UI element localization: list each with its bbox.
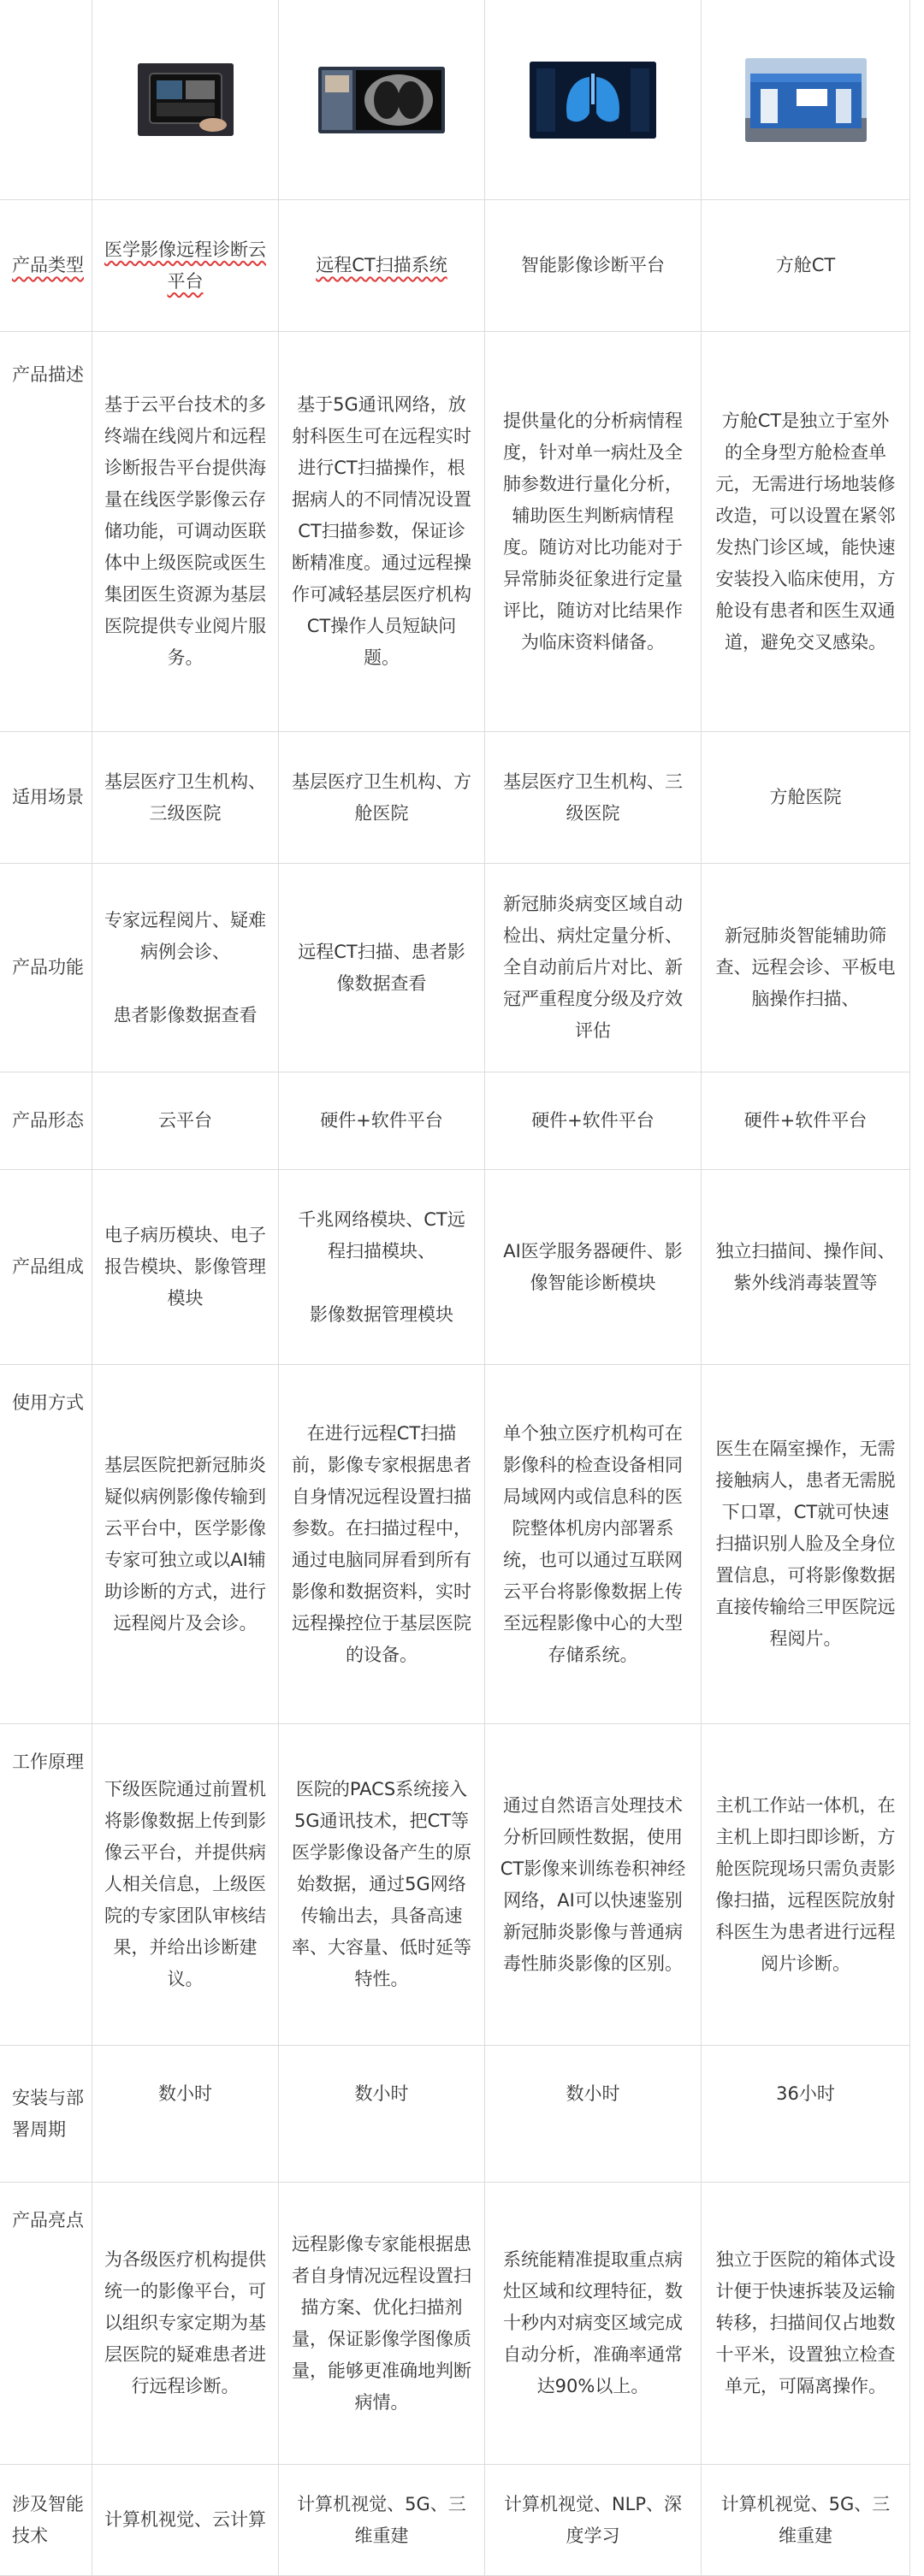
row-label-principle [0, 1724, 92, 2046]
cell-text: 云平台 [158, 1110, 212, 1131]
row-label-type [0, 200, 92, 332]
cell-text: 提供量化的分析病情程度，针对单一病灶及全肺参数进行量化分析，辅助医生判断病情程度。随访对比功能对于异常肺炎征象进行定量评比，随访对比结果作为临床资料储备。 [503, 410, 683, 653]
composition-cell-3 [485, 1170, 702, 1365]
row-label-scenario [0, 732, 92, 864]
highlights-cell-2 [279, 2183, 485, 2465]
header-image-cell-3 [485, 0, 702, 200]
type-cell-4 [702, 200, 910, 332]
tech-cell-4 [702, 2465, 910, 2576]
cell-text: 独立扫描间、操作间、紫外线消毒装置等 [715, 1240, 896, 1293]
row-label-text: 产品类型 [12, 255, 84, 275]
description-cell-4 [702, 332, 910, 732]
cell-text: 下级医院通过前置机将影像数据上传到影像云平台，并提供病人相关信息，上级医院的专家团队审核结果，并给出诊断建议。 [104, 1779, 266, 1989]
cell-text: 远程CT扫描系统 [316, 255, 447, 275]
lung-ai-platform-image [530, 62, 656, 139]
cell-text: 计算机视觉、NLP、深度学习 [503, 2493, 683, 2546]
header-image-cell-1 [92, 0, 279, 200]
scenario-cell-2 [279, 732, 485, 864]
cell-text: 硬件+软件平台 [743, 1110, 868, 1131]
cell-text: 基层医疗卫生机构、三级医院 [503, 771, 683, 824]
highlights-cell-3 [485, 2183, 702, 2465]
row-label-form [0, 1072, 92, 1170]
tablet-remote-diagnosis-image [138, 63, 234, 136]
mobile-ct-cabin-image [745, 58, 867, 142]
description-cell-1 [92, 332, 279, 732]
row-label-text: 产品描述 [12, 364, 84, 385]
row-label-text: 产品组成 [12, 1256, 84, 1277]
row-label-text: 使用方式 [12, 1392, 84, 1413]
tech-cell-1 [92, 2465, 279, 2576]
cell-text: 36小时 [776, 2083, 835, 2104]
cell-text: 基于5G通讯网络，放射科医生可在远程实时进行CT扫描操作，根据病人的不同情况设置CT扫描参数，保证诊断精准度。通过远程操作可减轻基层医疗机构CT操作人员短缺问题。 [292, 394, 471, 668]
cell-text: 计算机视觉、5G、三维重建 [297, 2493, 466, 2546]
cell-text: 医生在隔室操作，无需接触病人，患者无需脱下口罩，CT就可快速扫描识别人脸及全身位置信息，可将影像数据直接传输给三甲医院远程阅片。 [715, 1439, 896, 1649]
cell-text: 专家远程阅片、疑难病例会诊、 患者影像数据查看 [104, 909, 266, 1025]
cell-text: 计算机视觉、5G、三维重建 [720, 2493, 891, 2546]
cell-text: 数小时 [566, 2083, 620, 2104]
cell-text: 方舱医院 [769, 787, 842, 807]
principle-cell-3 [485, 1724, 702, 2046]
cell-text: 新冠肺炎智能辅助筛查、远程会诊、平板电脑操作扫描、 [715, 925, 896, 1009]
cell-text: 医院的PACS系统接入5G通讯技术，把CT等医学影像设备产生的原始数据，通过5G网络传输出去，具备高速率、大容量、低时延等特性。 [292, 1779, 471, 1989]
row-label-text: 适用场景 [12, 787, 84, 807]
row-label-usage [0, 1365, 92, 1724]
cell-text: 为各级医疗机构提供统一的影像平台，可以组织专家定期为基层医院的疑难患者进行远程诊断。 [104, 2249, 266, 2396]
function-cell-1 [92, 864, 279, 1072]
header-label-cell [0, 0, 92, 200]
usage-cell-4 [702, 1365, 910, 1724]
row-label-text: 产品亮点 [12, 2210, 84, 2230]
cell-text: 智能影像诊断平台 [521, 255, 665, 275]
cell-text: 独立于医院的箱体式设计便于快速拆装及运输转移，扫描间仅占地数十平米，设置独立检查单元，可隔离操作。 [715, 2249, 896, 2396]
function-cell-2 [279, 864, 485, 1072]
composition-cell-4 [702, 1170, 910, 1365]
cell-text: 基层医疗卫生机构、三级医院 [104, 771, 266, 824]
cell-text: 基层医疗卫生机构、方舱医院 [292, 771, 471, 824]
cell-text: 远程CT扫描、患者影像数据查看 [298, 941, 465, 994]
cell-text: 单个独立医疗机构可在影像科的检查设备相同局域网内或信息科的医院整体机房内部署系统，也可以通过互联网云平台将影像数据上传至远程影像中心的大型存储系统。 [503, 1422, 683, 1665]
composition-cell-2 [279, 1170, 485, 1365]
cell-text: 通过自然语言处理技术分析回顾性数据，使用CT影像来训练卷积神经网络，AI可以快速鉴别新冠肺炎影像与普通病毒性肺炎影像的区别。 [500, 1794, 686, 1974]
form-cell-3 [485, 1072, 702, 1170]
form-cell-2 [279, 1072, 485, 1170]
cell-text: 硬件+软件平台 [531, 1110, 654, 1131]
cell-text: 数小时 [158, 2083, 212, 2104]
row-label-highlights [0, 2183, 92, 2465]
cell-text: 主机工作站一体机，在主机上即扫即诊断，方舱医院现场只需负责影像扫描，远程医院放射科医生为患者进行远程阅片诊断。 [715, 1794, 896, 1974]
form-cell-1 [92, 1072, 279, 1170]
function-cell-4 [702, 864, 910, 1072]
cell-text: 在进行远程CT扫描前，影像专家根据患者自身情况远程设置扫描参数。在扫描过程中，通过电脑同屏看到所有影像和数据资料，实时远程操控位于基层医院的设备。 [292, 1422, 471, 1665]
cell-text: 系统能精准提取重点病灶区域和纹理特征，数十秒内对病变区域完成自动分析，准确率通常达90%以上。 [503, 2249, 683, 2396]
row-label-text: 安装与部署周期 [12, 2087, 84, 2140]
form-cell-4 [702, 1072, 910, 1170]
ct-scan-monitor-image [318, 67, 445, 133]
principle-cell-1 [92, 1724, 279, 2046]
cell-text: 千兆网络模块、CT远程扫描模块、 影像数据管理模块 [298, 1208, 465, 1325]
principle-cell-4 [702, 1724, 910, 2046]
row-label-function [0, 864, 92, 1072]
type-cell-1 [92, 200, 279, 332]
cell-text: 数小时 [354, 2083, 409, 2104]
type-cell-2 [279, 200, 485, 332]
scenario-cell-4 [702, 732, 910, 864]
description-cell-3 [485, 332, 702, 732]
deploy-cell-2 [279, 2046, 485, 2183]
usage-cell-2 [279, 1365, 485, 1724]
tech-cell-2 [279, 2465, 485, 2576]
deploy-cell-3 [485, 2046, 702, 2183]
cell-text: 远程影像专家能根据患者自身情况远程设置扫描方案、优化扫描剂量，保证影像学图像质量，能够更准确地判断病情。 [292, 2233, 471, 2413]
function-cell-3 [485, 864, 702, 1072]
description-cell-2 [279, 332, 485, 732]
composition-cell-1 [92, 1170, 279, 1365]
scenario-cell-3 [485, 732, 702, 864]
principle-cell-2 [279, 1724, 485, 2046]
row-label-description [0, 332, 92, 732]
cell-text: 硬件+软件平台 [320, 1110, 443, 1131]
cell-text: 新冠肺炎病变区域自动检出、病灶定量分析、全自动前后片对比、新冠严重程度分级及疗效评估 [503, 894, 683, 1041]
row-label-text: 产品形态 [12, 1110, 84, 1131]
cell-text: 医学影像远程诊断云平台 [104, 239, 266, 292]
row-label-tech [0, 2465, 92, 2576]
row-label-text: 工作原理 [12, 1752, 84, 1772]
highlights-cell-1 [92, 2183, 279, 2465]
usage-cell-3 [485, 1365, 702, 1724]
usage-cell-1 [92, 1365, 279, 1724]
cell-text: AI医学服务器硬件、影像智能诊断模块 [503, 1240, 683, 1293]
cell-text: 方舱CT [775, 255, 836, 275]
type-cell-3 [485, 200, 702, 332]
header-image-cell-2 [279, 0, 485, 200]
cell-text: 计算机视觉、云计算 [104, 2509, 266, 2530]
header-image-cell-4 [702, 0, 910, 200]
deploy-cell-4 [702, 2046, 910, 2183]
cell-text: 基层医院把新冠肺炎疑似病例影像传输到云平台中，医学影像专家可独立或以AI辅助诊断的方式，进行远程阅片及会诊。 [104, 1454, 266, 1634]
cell-text: 电子病历模块、电子报告模块、影像管理模块 [104, 1225, 266, 1309]
highlights-cell-4 [702, 2183, 910, 2465]
scenario-cell-1 [92, 732, 279, 864]
row-label-text: 涉及智能技术 [12, 2493, 84, 2546]
cell-text: 基于云平台技术的多终端在线阅片和远程诊断报告平台提供海量在线医学影像云存储功能，可调动医联体中上级医院或医生集团医生资源为基层医院提供专业阅片服务。 [104, 394, 266, 668]
deploy-cell-1 [92, 2046, 279, 2183]
cell-text: 方舱CT是独立于室外的全身型方舱检查单元，无需进行场地装修改造，可以设置在紧邻发热门诊区域，能快速安装投入临床使用，方舱设有患者和医生双通道，避免交叉感染。 [715, 410, 896, 653]
row-label-text: 产品功能 [12, 957, 84, 978]
row-label-deploy [0, 2046, 92, 2183]
row-label-composition [0, 1170, 92, 1365]
tech-cell-3 [485, 2465, 702, 2576]
